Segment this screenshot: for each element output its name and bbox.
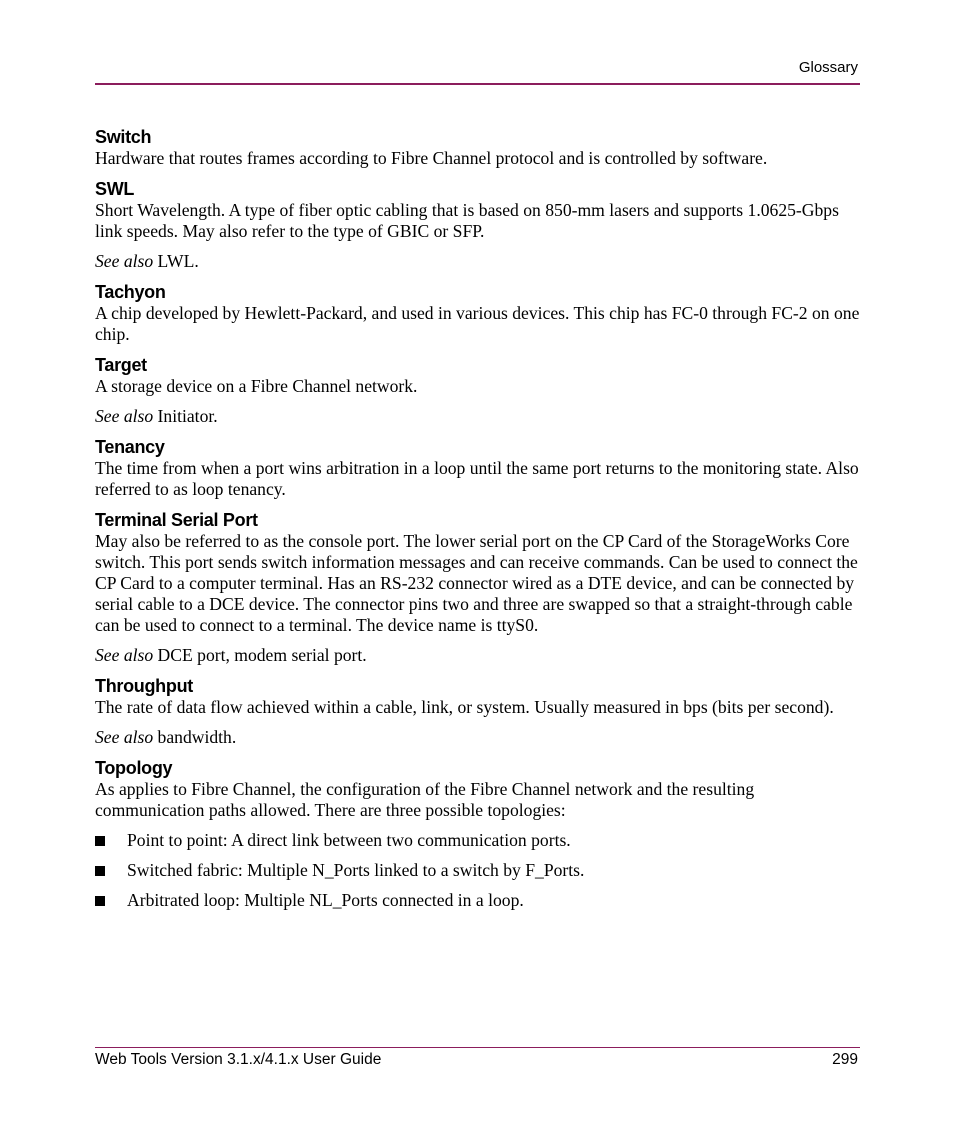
square-bullet-icon (95, 866, 105, 876)
glossary-entry-tachyon (95, 281, 860, 345)
glossary-entry-switch (95, 126, 860, 169)
page-number: 299 (832, 1051, 858, 1068)
glossary-definition: A storage device on a Fibre Channel network. (95, 376, 418, 396)
see-also (95, 645, 860, 666)
list-item (95, 890, 860, 911)
see-also-label: See also (95, 727, 154, 747)
glossary-entry-throughput (95, 675, 860, 748)
topology-list (95, 830, 860, 911)
see-also-reference: Initiator. (153, 406, 218, 426)
square-bullet-icon (95, 836, 105, 846)
see-also (95, 251, 860, 272)
see-also (95, 406, 860, 427)
glossary-definition: The time from when a port wins arbitration in a loop until the same port returns to the monitoring state. Also referred to as loop tenancy. (95, 458, 859, 499)
see-also-reference: bandwidth. (153, 727, 237, 747)
list-item-text: Arbitrated loop: Multiple NL_Ports connected in a loop. (127, 890, 524, 910)
list-item (95, 860, 860, 881)
glossary-definition: May also be referred to as the console port. The lower serial port on the CP Card of the StorageWorks Core switch. This port sends switch information messages and can receive commands. Can be used to connect the CP Card to a computer terminal. Has an RS-232 connector wired as a DTE device, and can be connected by serial cable to a DCE device. The connector pins two and three are swapped so that a straight-through cable can be used to connect to a terminal. The device name is ttyS0. (95, 531, 858, 635)
square-bullet-icon (95, 896, 105, 906)
glossary-term: Topology (95, 758, 173, 778)
glossary-term: Target (95, 355, 147, 375)
list-item (95, 830, 860, 851)
list-item-text: Switched fabric: Multiple N_Ports linked to a switch by F_Ports. (127, 860, 585, 880)
glossary-term: Tenancy (95, 437, 165, 457)
glossary-term: Terminal Serial Port (95, 510, 258, 530)
glossary-entry-topology (95, 757, 860, 911)
footer-title: Web Tools Version 3.1.x/4.1.x User Guide (95, 1051, 382, 1068)
glossary-term: Switch (95, 127, 152, 147)
see-also (95, 727, 860, 748)
glossary-term: Throughput (95, 676, 193, 696)
glossary-definition: Short Wavelength. A type of fiber optic cabling that is based on 850-mm lasers and supports 1.0625-Gbps link speeds. May also refer to the type of GBIC or SFP. (95, 200, 839, 241)
see-also-label: See also (95, 645, 154, 665)
see-also-label: See also (95, 406, 154, 426)
running-header: Glossary (798, 59, 858, 76)
header-divider (95, 83, 860, 85)
glossary-entry-target (95, 354, 860, 427)
footer-divider (95, 1047, 860, 1048)
glossary-entry-tenancy (95, 436, 860, 500)
see-also-reference: LWL. (153, 251, 199, 271)
glossary-definition: The rate of data flow achieved within a cable, link, or system. Usually measured in bps (bits per second). (95, 697, 834, 717)
list-item-text: Point to point: A direct link between two communication ports. (127, 830, 571, 850)
glossary-entry-swl (95, 178, 860, 272)
glossary-term: SWL (95, 179, 135, 199)
glossary-definition: A chip developed by Hewlett-Packard, and used in various devices. This chip has FC-0 through FC-2 on one chip. (95, 303, 860, 344)
glossary-content (95, 126, 860, 920)
see-also-label: See also (95, 251, 154, 271)
glossary-term: Tachyon (95, 282, 166, 302)
glossary-definition: As applies to Fibre Channel, the configuration of the Fibre Channel network and the resulting communication paths allowed. There are three possible topologies: (95, 779, 755, 820)
glossary-definition: Hardware that routes frames according to Fibre Channel protocol and is controlled by software. (95, 148, 768, 168)
glossary-entry-terminal-serial-port (95, 509, 860, 666)
see-also-reference: DCE port, modem serial port. (153, 645, 367, 665)
